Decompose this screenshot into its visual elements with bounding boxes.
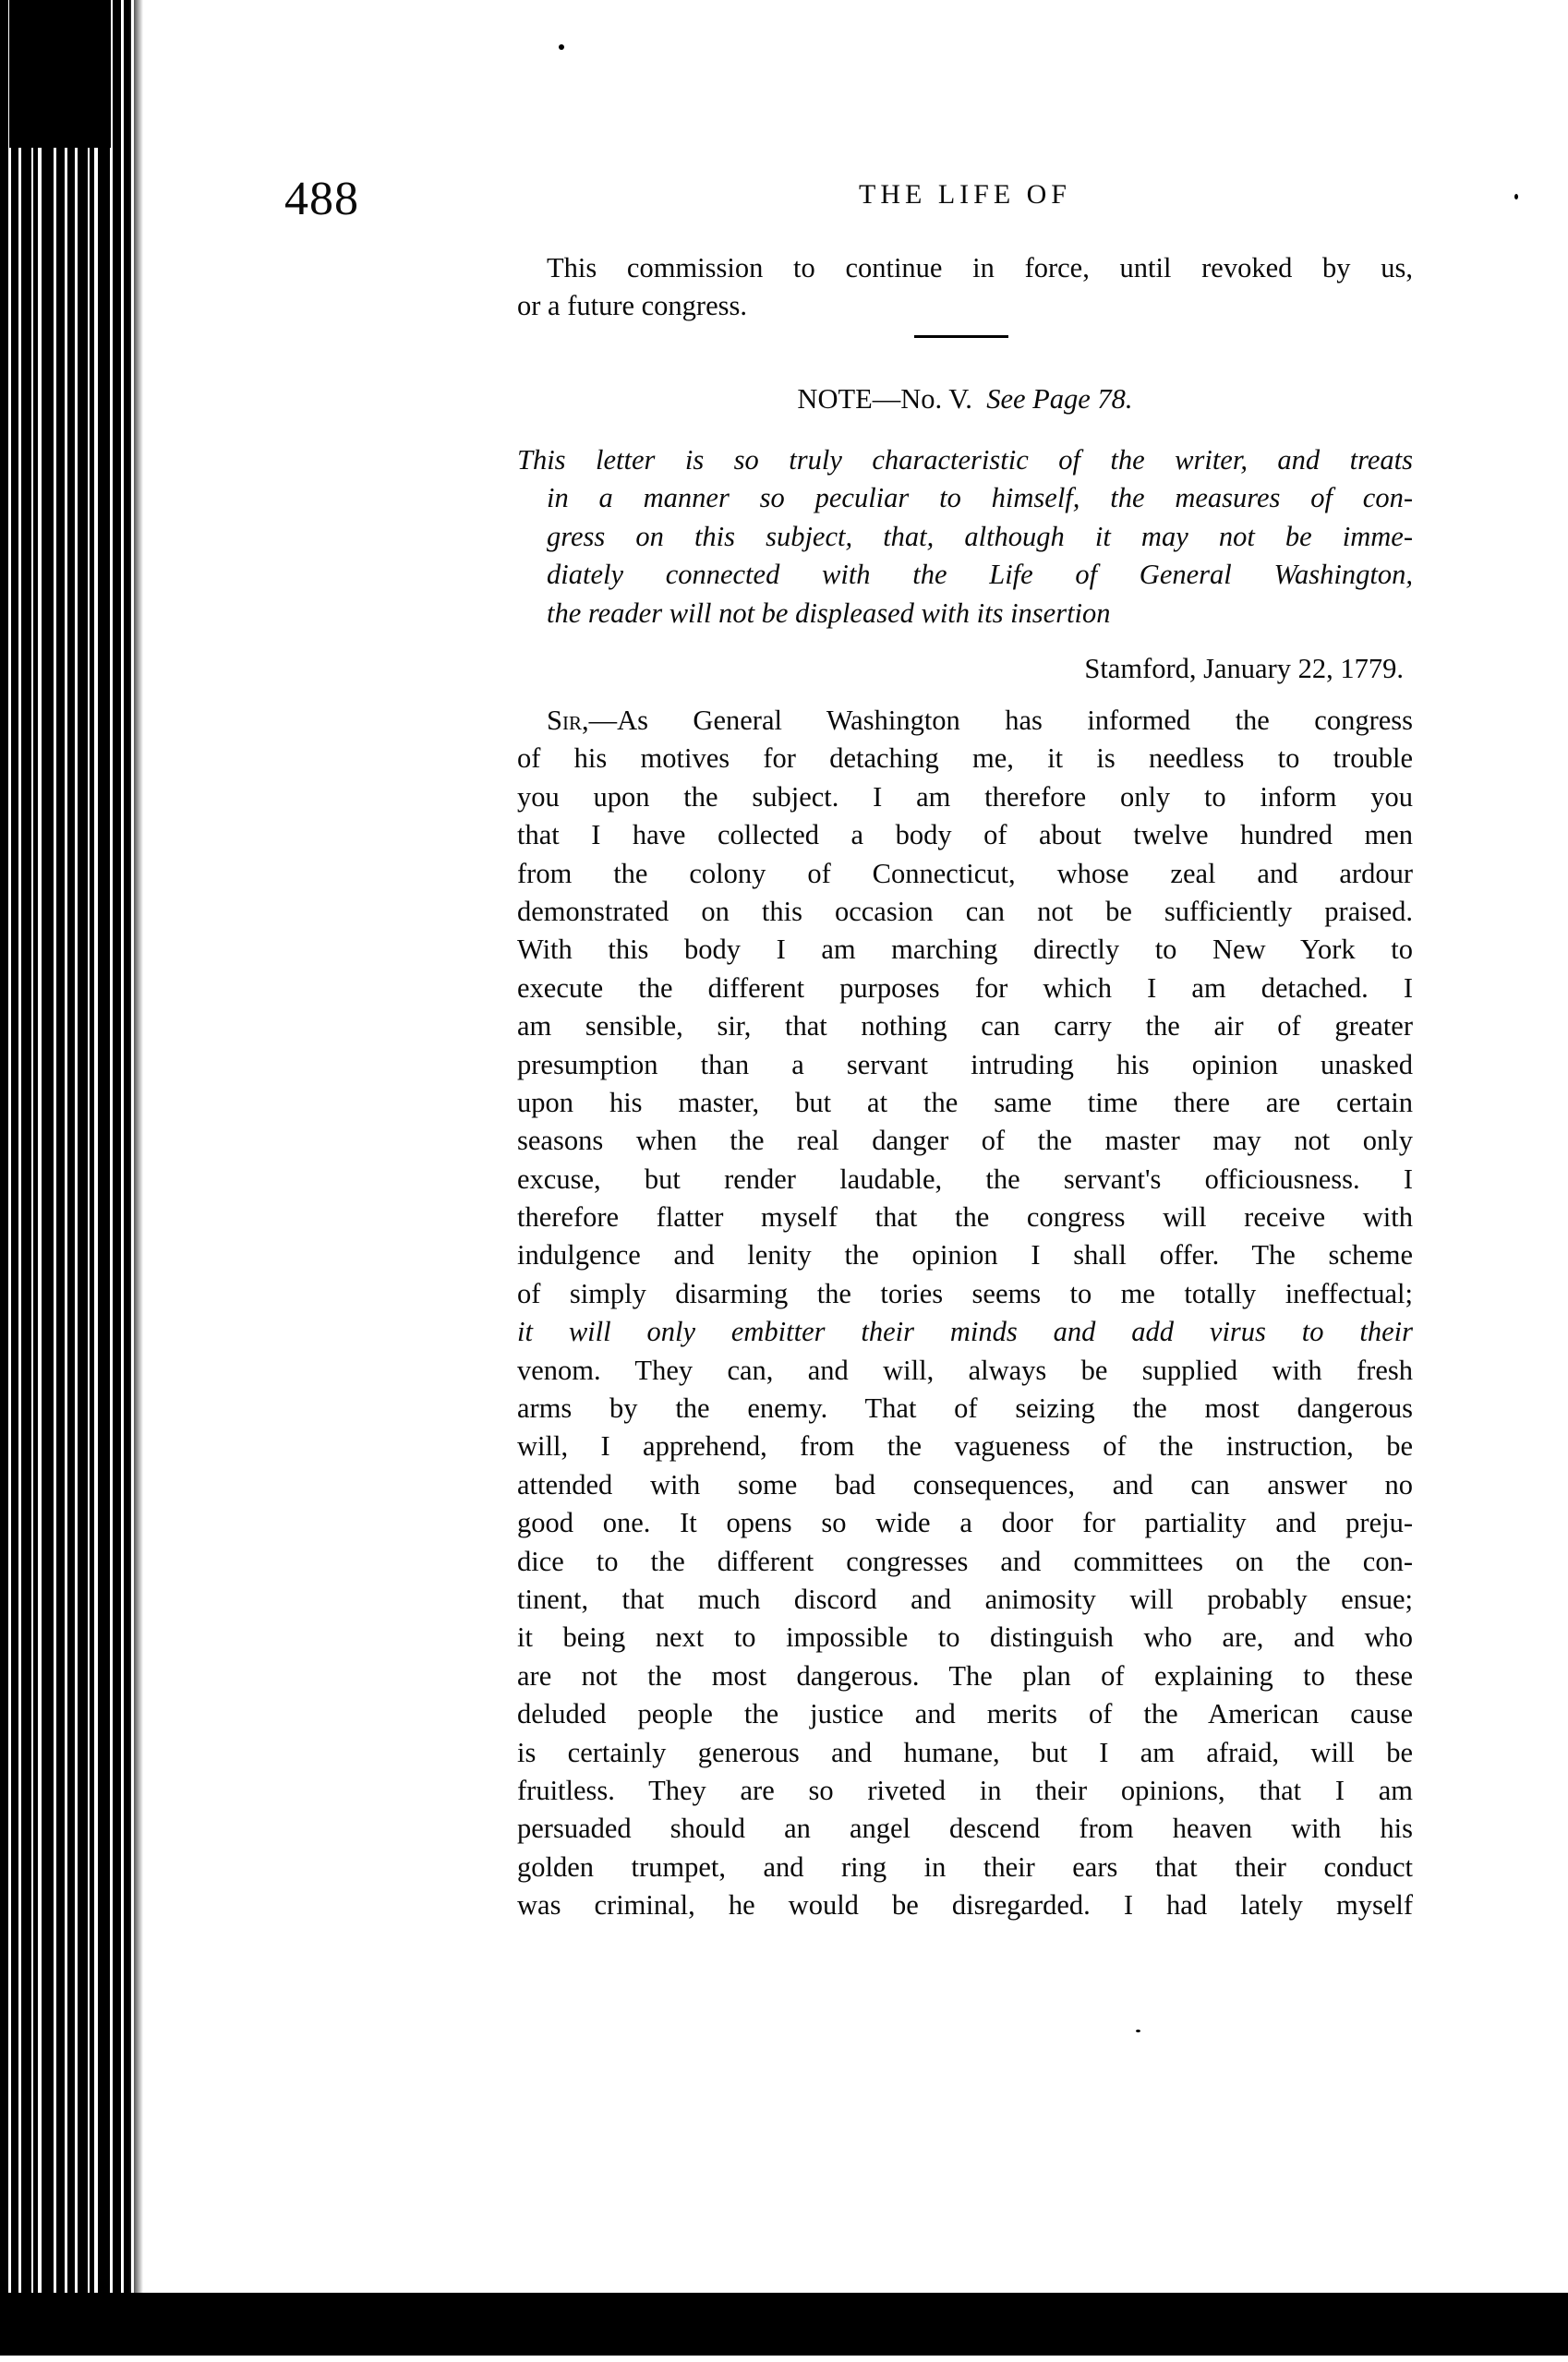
letter-line: tinent, that much discord and animosity will probably ensue; [517,1583,1413,1615]
note-line: diately connected with the Life of General Washington, [547,559,1413,591]
letter-line: golden trumpet, and ring in their ears that their conduct [517,1850,1413,1883]
note-line: This letter is so truly characteristic of the writer, and treats [517,444,1413,476]
letter-line: demonstrated on this occasion can not be sufficiently praised. [517,895,1413,927]
scan-speck [1514,194,1518,199]
letter-line: therefore flatter myself that the congress will receive with [517,1201,1413,1234]
page-gutter-scan-edge [0,0,143,2299]
note-number: NOTE—No. V. [797,383,972,415]
scan-speck [1136,2030,1140,2032]
letter-dateline: Stamford, January 22, 1779. [1084,653,1404,684]
letter-line-text: —As General Washington has informed the congress [588,705,1413,736]
letter-line: upon his master, but at the same time there are certain [517,1086,1413,1118]
letter-line: will, I apprehend, from the vagueness of the instruction, be [517,1430,1413,1463]
scan-speck [559,44,564,50]
letter-line: arms by the enemy. That of seizing the most dangerous [517,1392,1413,1425]
running-head: THE LIFE OF [859,179,1071,210]
letter-line: indulgence and lenity the opinion I shall offer. The scheme [517,1239,1413,1271]
letter-line: from the colony of Connecticut, whose zeal and ardour [517,857,1413,889]
letter-line: of his motives for detaching me, it is needless to trouble [517,742,1413,775]
note-line: in a manner so peculiar to himself, the measures of con- [547,482,1413,514]
letter-line: seasons when the real danger of the master may not only [517,1125,1413,1157]
letter-line: are not the most dangerous. The plan of explaining to these [517,1659,1413,1692]
note-heading [517,380,1413,418]
intro-line: This commission to continue in force, until revoked by us, [547,252,1413,283]
letter-line: that I have collected a body of about twelve hundred men [517,819,1413,851]
letter-salutation: Sir, [547,705,589,736]
letter-body [517,702,1413,1925]
letter-line: of simply disarming the tories seems to me totally ineffectual; [517,1277,1413,1309]
letter-line [517,702,1413,740]
letter-line: deluded people the justice and merits of the American cause [517,1698,1413,1730]
letter-line: good one. It opens so wide a door for partiality and preju- [517,1507,1413,1539]
section-divider [914,335,1008,338]
note-introduction [517,441,1413,633]
page-number: 488 [284,173,359,225]
letter-line: it will only embitter their minds and add virus to their [517,1316,1413,1348]
letter-line: dice to the different congresses and committees on the con- [517,1545,1413,1577]
letter-line: was criminal, he would be disregarded. I had lately myself [517,1889,1413,1922]
letter-line: execute the different purposes for which I am detached. I [517,971,1413,1004]
letter-line: venom. They can, and will, always be supplied with fresh [517,1354,1413,1386]
note-line: gress on this subject, that, although it may not be imme- [547,520,1413,552]
note-reference: See Page 78. [986,383,1133,415]
letter-line: it being next to impossible to distinguish who are, and who [517,1621,1413,1654]
letter-line: attended with some bad consequences, and can answer no [517,1468,1413,1500]
letter-line: With this body I am marching directly to New York to [517,934,1413,966]
letter-line: presumption than a servant intruding his opinion unasked [517,1048,1413,1080]
letter-line: fruitless. They are so riveted in their opinions, that I am [517,1774,1413,1806]
intro-paragraph [517,249,1413,326]
letter-line: is certainly generous and humane, but I am afraid, will be [517,1736,1413,1768]
scan-bottom-edge [0,2293,1568,2356]
letter-line: persuaded should an angel descend from heaven with his [517,1813,1413,1845]
letter-line: you upon the subject. I am therefore only to inform you [517,780,1413,813]
page-gutter-dark-block [9,0,111,148]
intro-line: or a future congress. [517,290,747,322]
letter-line: excuse, but render laudable, the servant's officiousness. I [517,1163,1413,1195]
letter-line: am sensible, sir, that nothing can carry the air of greater [517,1010,1413,1042]
note-line: the reader will not be displeased with its insertion [547,597,1111,629]
